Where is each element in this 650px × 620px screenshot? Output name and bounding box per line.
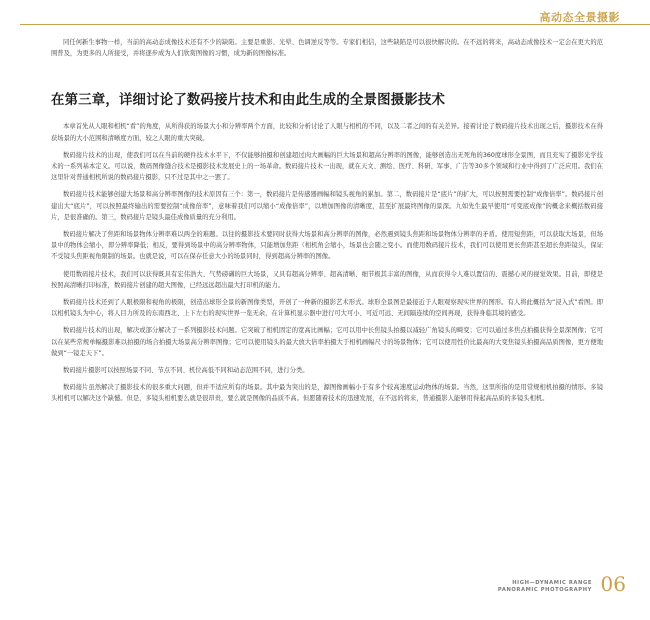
page-body: [51, 37, 603, 411]
intro-paragraph: 同任何新生事物一样，当前的高动态成像技术还有不少的缺陷。主要是重影、光晕、色调逆反等等。专家们相信，这些缺陷是可以很快解决的。在不远的将来，高动态成像技术一定会在更大的范围普及，为更多的人所接受，并将逐步成为人们欣赏图像的习惯，成为新的图像标准。: [51, 39, 603, 58]
body-paragraph: 使用数码接片技术，我们可以获得既具有宏伟浩大、气势磅礴的巨大场景，又具有超高分辨率、超高清晰、细节极其丰富的图像，从而获得令人难以置信的、震撼心灵的视觉效果。目前，即使是按照高清晰打印标准，数码接片创建的超大图像，已经远远超出最大打印机的能力。: [51, 270, 603, 289]
chapter-heading: 在第三章，详细讨论了数码接片技术和由此生成的全景图摄影技术: [51, 93, 446, 109]
body-paragraph: 数码接片虽然解决了摄影技术的很多重大问题，但并不适应所有的场景。其中最为突出的是，源图像画幅小于有多个较高速度运动物体的场景。当然，这里所指的是用常规相机拍摄的情形。多镜头相机可以解决这个缺憾。但是，多镜头相机要么就是很昂贵，要么就是图像的品质不高。但愿随着技术的迅速发展，在不远的将来，普通摄影人能够用得起高品质的多镜头相机。: [51, 384, 603, 403]
body-paragraph: 数码接片技术的出现，解决或部分解决了一系列摄影技术问题。它突破了相机固定的宽高比画幅；它可以用中长焦镜头拍摄以减轻广角镜头的畸变；它可以通过多焦点拍摄获得全景深图像；它可以在某些常规单幅摄影难以拍摄的场合拍摄大场景高分辨率图像；它可以使用镜头的最大放大倍率拍摄大于相机画幅尺寸的场景物体；它可以使用性价比最高的大变焦镜头拍摄高品质图像，更方便地做到“一镜走天下”。: [51, 327, 603, 357]
footer-subtitle: [498, 580, 592, 593]
body-paragraph: 数码接片技术还到了人眼极限和视角的极限，创造出球形全景的新图像类型，开创了一种新的摄影艺术形式。球形全景图是最接近于人眼观察现实世界的图形。有人将此概括为“浸入式”看图。即以相机镜头为中心，将人目力所及的东南西北、上下左右的现实世界一览无余，在计算机显示器中进行可大可小、可近可远、无间隔连续的空间再现，获得身临其境的感受。: [51, 299, 603, 318]
body-paragraph: 数码接片解决了焦距和场景物体分辨率难以两全的难题。以往的摄影技术要同时获得大场景和高分辨率的图像，必然遇到镜头焦距和场景物体分辨率的矛盾。使用短焦距，可以获取大场景，但场景中的物体会缩小，即分辨率降低；相反，要得到场景中的高分辨率物体，只能增加焦距（相机角会缩小，场景也会随之变小。而使用数码接片技术，我们可以使用更长焦距甚至超长焦距镜头，保证不受镜头焦距视角限制的场景。也就是说，可以在保存任意大小的场景同时，得到超高分辨率的图像。: [51, 231, 603, 261]
body-paragraph: 数码接片技术能够创建大场景和高分辨率图像的技术原因有三个：第一，数码接片是传感器画幅和镜头视角的累加。第二，数码接片是“底片”的扩大，可以按照需要控制“成像倍率”。数码接片创建出大“底片”，可以按照最终输出的需要控制“成像倍率”，意味着我们可以缩小“成像倍率”，以增加图像的清晰度，甚至扩展最终图像的景深。九如先生最早使用“可变底成像”的概念来概括数码接片，是很准确的。第三，数码接片是镜头最佳成像质量的充分利用。: [51, 191, 603, 221]
book-title: 高动态全景摄影: [539, 11, 620, 24]
body-paragraph: 数码接片技术的出现，使我们可以在当前的硬件技术水平下，不仅能够拍摄和创建超过肉大画幅的巨大场景和超高分辨率的图像，能够创造出无死角的360度球形全景图，而且充实了摄影光学技术的一系列基本定义。可以说，数码图像缝合技术是摄影技术发展史上的一场革命。数码接片技术一出现，就在天文、测绘、医疗、科研、军事、广告等30多个领域和行业中得到了广泛应用。我们在这里针对普通相机所说的数码接片摄影，只不过是其中之一罢了。: [51, 151, 603, 182]
footer-subtitle-line2: PANORAMIC PHOTOGRAPHY: [497, 586, 592, 593]
body-paragraph: 数码接片摄影可以按照场景不同、节点不同、机位高低不同和动态范围不同，进行分类。: [63, 367, 309, 375]
page-number: 06: [600, 572, 626, 596]
footer-subtitle-line1: HIGH—DYNAMIC RANGE: [512, 580, 592, 586]
page-header: [0, 0, 650, 34]
body-paragraph: 本章首先从人眼和相机“看”的角度，从所得获的场景大小和分辨率两个方面，比较和分析讨论了人眼与相机的不同，以及二者之间的有关差异。接着讨论了数码接片技术出现之后，摄影技术在得获场景的大小范围和清晰度方面，较之人眼的重大突破。: [51, 123, 603, 142]
